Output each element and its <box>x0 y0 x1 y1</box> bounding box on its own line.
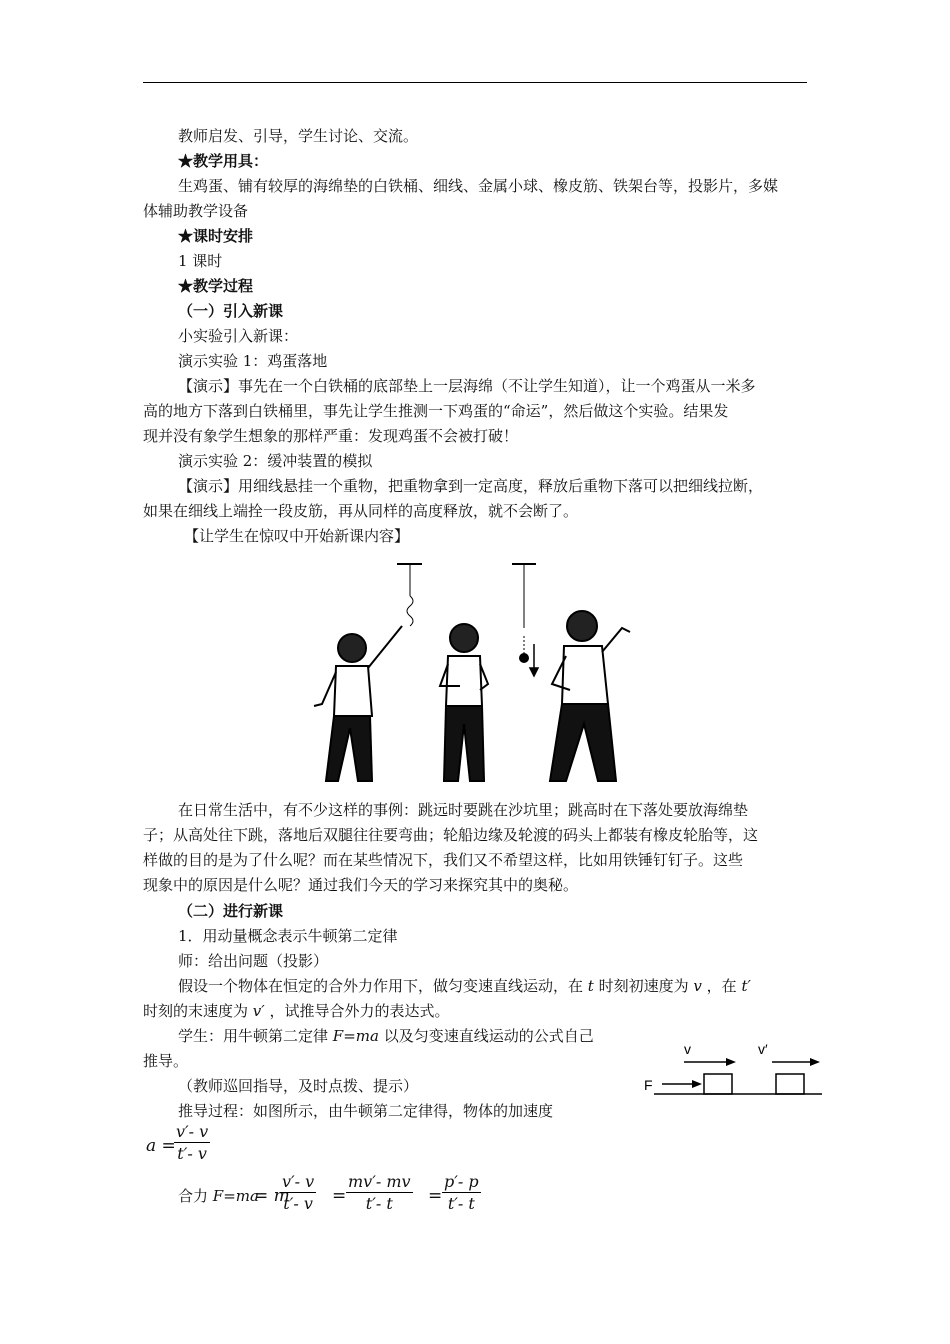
velocity-label: v <box>684 1041 691 1057</box>
student-2 <box>440 624 488 781</box>
heading-new-lesson: （二）进行新课 <box>178 902 284 920</box>
text-line: 样做的目的是为了什么呢？而在某些情况下，我们又不希望这样，比如用铁锤钉钉子。这些 <box>143 851 744 869</box>
heading-teaching-tools: ★教学用具： <box>178 152 269 170</box>
motion-diagram <box>640 1040 824 1098</box>
formula-eq1: = m <box>254 1186 290 1206</box>
text-line: 演示实验 2：缓冲装置的模拟 <box>178 452 373 470</box>
text-line: （教师巡回指导，及时点拨、提示） <box>178 1077 419 1095</box>
text-line: 教师启发、引导，学生讨论、交流。 <box>178 127 419 145</box>
heading-process: ★教学过程 <box>178 277 254 295</box>
text-line: 现象中的原因是什么呢？通过我们今天的学习来探究其中的奥秘。 <box>143 876 579 894</box>
illustration-students <box>312 556 632 788</box>
text-line: 在日常生活中，有不少这样的事例：跳远时要跳在沙坑里；跳高时在下落处要放海绵垫 <box>178 801 749 819</box>
formula-accel-lhs: a = <box>146 1136 176 1156</box>
text-line: 子；从高处往下跳，落地后双腿往往要弯曲；轮船边缘及轮渡的码头上都装有橡皮轮胎等，这 <box>143 826 759 844</box>
heading-intro: （一）引入新课 <box>178 302 284 320</box>
text-line: 学生：用牛顿第二定律 F=ma 以及匀变速直线运动的公式自己 <box>178 1027 594 1045</box>
text-line: 如果在细线上端拴一段皮筋，再从同样的高度释放，就不会断了。 <box>143 502 579 520</box>
text-line: 生鸡蛋、铺有较厚的海绵垫的白铁桶、细线、金属小球、橡皮筋、铁架台等，投影片，多媒 <box>178 177 779 195</box>
final-velocity-label: v′ <box>758 1041 768 1057</box>
formula-eq2: = <box>332 1186 347 1206</box>
formula-force-fraction-3: $\frac{p'- p}{t'- t}$ <box>444 1172 479 1213</box>
student-1 <box>314 626 402 781</box>
text-line: 体辅助教学设备 <box>143 202 249 220</box>
text-line: 时刻的末速度为 v′ ，试推导合外力的表达式。 <box>143 1002 450 1020</box>
text-line: 现并没有象学生想象的那样严重：发现鸡蛋不会被打破！ <box>143 427 519 445</box>
text-line: 推导过程：如图所示，由牛顿第二定律得，物体的加速度 <box>178 1102 554 1120</box>
text-line: 假设一个物体在恒定的合外力作用下，做匀变速直线运动，在 t 时刻初速度为 v ，在 t′ <box>178 977 751 995</box>
text-line: 高的地方下落到白铁桶里，事先让学生推测一下鸡蛋的“命运”，然后做这个实验。结果发 <box>143 402 729 420</box>
text-line: 小实验引入新课： <box>178 327 299 345</box>
text-line: 推导。 <box>143 1052 189 1070</box>
block-final <box>776 1074 804 1094</box>
force-label: F <box>644 1077 653 1093</box>
formula-force-fraction-2: $\frac{mv'- mv}{t'- t}$ <box>348 1172 411 1213</box>
block-initial <box>704 1074 732 1094</box>
text-line: 1 课时 <box>178 252 223 270</box>
text-line: 【让学生在惊叹中开始新课内容】 <box>184 527 410 545</box>
text-line: 【演示】用细线悬挂一个重物，把重物拿到一定高度，释放后重物下落可以把细线拉断， <box>178 477 764 495</box>
text-line: 师：给出问题（投影） <box>178 952 329 970</box>
formula-force-prefix: 合力 F=ma <box>178 1187 259 1205</box>
header-rule <box>143 82 807 83</box>
ball-icon <box>519 653 529 663</box>
heading-schedule: ★课时安排 <box>178 227 254 245</box>
formula-force-fraction-1: $\frac{v'- v}{t'- v}$ <box>282 1172 315 1213</box>
formula-accel-fraction: $\frac{v'- v}{t'- v}$ <box>176 1122 209 1163</box>
formula-eq3: = <box>428 1186 443 1206</box>
text-line: 1．用动量概念表示牛顿第二定律 <box>178 927 398 945</box>
student-3 <box>550 611 630 781</box>
text-line: 【演示】事先在一个白铁桶的底部垫上一层海绵（不让学生知道），让一个鸡蛋从一米多 <box>178 377 756 395</box>
text-line: 演示实验 1：鸡蛋落地 <box>178 352 328 370</box>
